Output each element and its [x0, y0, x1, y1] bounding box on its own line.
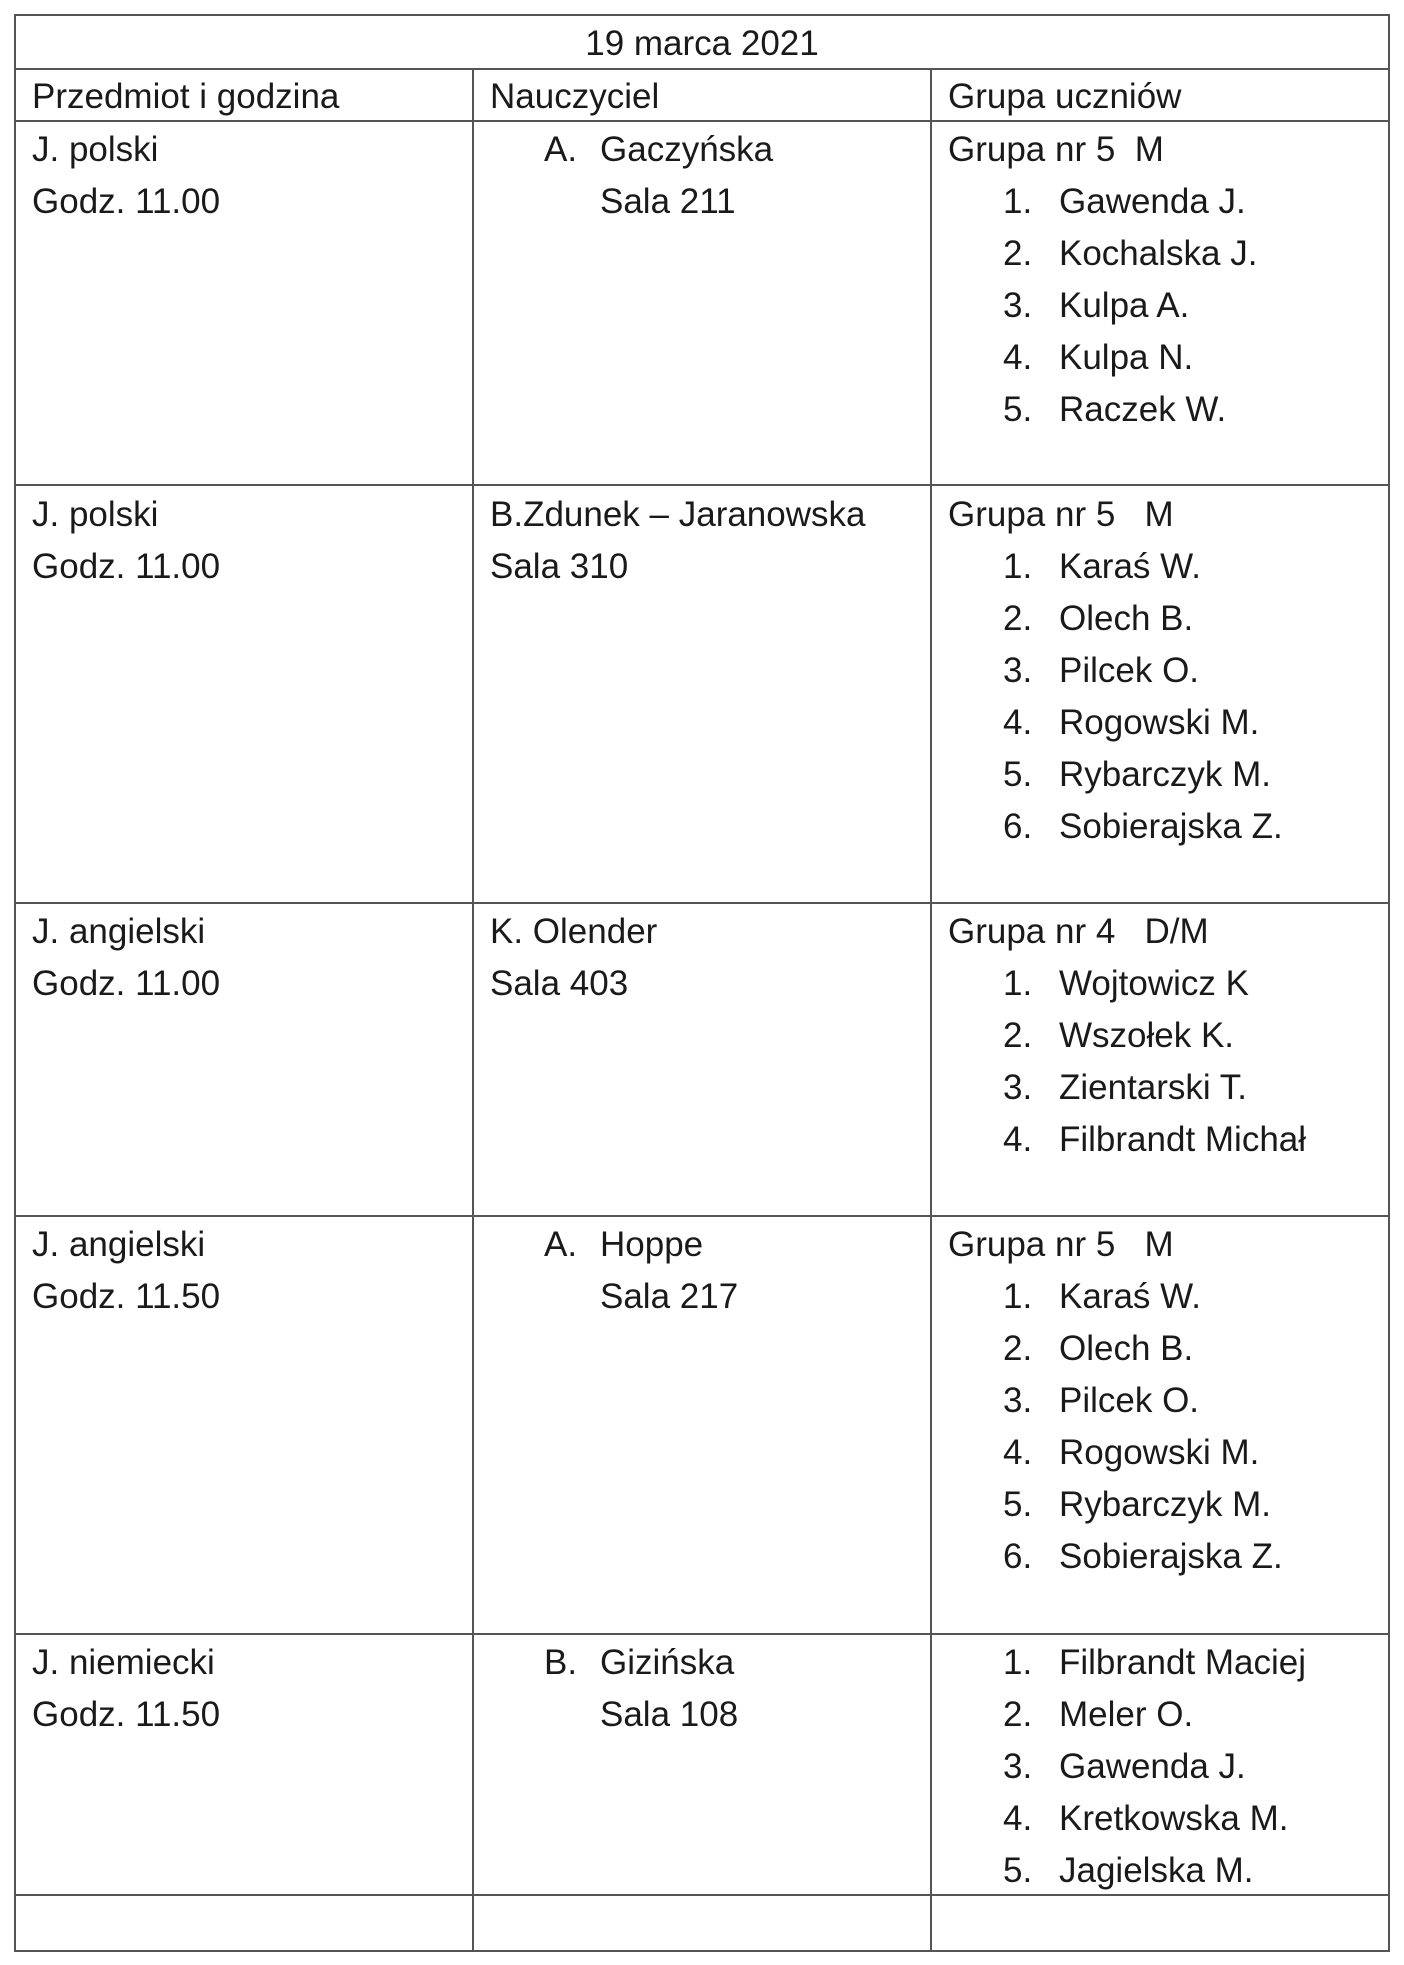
student-name: Rogowski M.: [1059, 703, 1260, 742]
teacher-name: Gaczyńska: [600, 130, 774, 169]
subject-name: J. polski: [32, 130, 159, 169]
student-list: [1003, 958, 1306, 1166]
header-teacher: Nauczyciel: [490, 77, 660, 116]
student-list: [1003, 541, 1283, 853]
student-name: Pilcek O.: [1059, 1381, 1200, 1420]
group-label: Grupa nr 5 M: [948, 130, 1164, 169]
list-item: 3. Pilcek O.: [1003, 1375, 1283, 1427]
student-name: Filbrandt Michał: [1059, 1120, 1307, 1159]
list-item: 4. Kulpa N.: [1003, 332, 1257, 384]
list-item: 1. Filbrandt Maciej: [1003, 1637, 1306, 1689]
room: Sala 211: [600, 182, 736, 221]
student-name: Sobierajska Z.: [1059, 807, 1283, 846]
student-name: Wszołek K.: [1059, 1016, 1235, 1055]
row-divider: [14, 484, 1390, 486]
student-name: Gawenda J.: [1059, 182, 1246, 221]
list-item: 2. Olech B.: [1003, 1323, 1283, 1375]
student-name: Sobierajska Z.: [1059, 1537, 1283, 1576]
group-label: Grupa nr 4 D/M: [948, 912, 1209, 951]
list-item: 5. Rybarczyk M.: [1003, 1479, 1283, 1531]
student-name: Gawenda J.: [1059, 1747, 1246, 1786]
student-name: Pilcek O.: [1059, 651, 1200, 690]
student-name: Rybarczyk M.: [1059, 1485, 1271, 1524]
row-divider: [14, 1633, 1390, 1635]
student-name: Rybarczyk M.: [1059, 755, 1271, 794]
header-group: Grupa uczniów: [948, 77, 1182, 116]
subject-name: J. niemiecki: [32, 1643, 215, 1682]
student-list: [1003, 1637, 1306, 1897]
teacher-name: Gizińska: [600, 1643, 735, 1682]
student-name: Olech B.: [1059, 599, 1194, 638]
student-name: Filbrandt Maciej: [1059, 1643, 1307, 1682]
student-name: Kochalska J.: [1059, 234, 1258, 273]
list-item: 2. Wszołek K.: [1003, 1010, 1306, 1062]
list-item: 1. Gawenda J.: [1003, 176, 1257, 228]
student-name: Olech B.: [1059, 1329, 1194, 1368]
student-list: [1003, 176, 1257, 436]
room: Sala 403: [490, 964, 629, 1003]
group-label: Grupa nr 5 M: [948, 1225, 1174, 1264]
list-item: 3. Gawenda J.: [1003, 1741, 1306, 1793]
header-subject: Przedmiot i godzina: [32, 77, 340, 116]
subject-name: J. angielski: [32, 912, 206, 951]
list-item: 4. Rogowski M.: [1003, 1427, 1283, 1479]
student-name: Karaś W.: [1059, 1277, 1201, 1316]
row-divider: [14, 1215, 1390, 1217]
list-item: 2. Meler O.: [1003, 1689, 1306, 1741]
student-list: [1003, 1271, 1283, 1583]
lesson-time: Godz. 11.00: [32, 964, 221, 1003]
lesson-time: Godz. 11.00: [32, 182, 221, 221]
list-item: 3. Pilcek O.: [1003, 645, 1283, 697]
student-name: Raczek W.: [1059, 390, 1227, 429]
lesson-time: Godz. 11.50: [32, 1695, 221, 1734]
teacher-name: B.Zdunek – Jaranowska: [490, 495, 866, 534]
list-item: 2. Kochalska J.: [1003, 228, 1257, 280]
student-name: Jagielska M.: [1059, 1851, 1254, 1890]
list-item: 1. Karaś W.: [1003, 1271, 1283, 1323]
room: Sala 217: [600, 1277, 739, 1316]
subject-name: J. angielski: [32, 1225, 206, 1264]
column-divider: [930, 68, 932, 1952]
list-item: 2. Olech B.: [1003, 593, 1283, 645]
list-item: 4. Rogowski M.: [1003, 697, 1283, 749]
student-name: Zientarski T.: [1059, 1068, 1248, 1107]
row-divider: [14, 902, 1390, 904]
teacher-marker: A.: [544, 130, 578, 169]
student-name: Wojtowicz K: [1059, 964, 1249, 1003]
room: Sala 108: [600, 1695, 739, 1734]
student-name: Rogowski M.: [1059, 1433, 1260, 1472]
student-name: Kretkowska M.: [1059, 1799, 1289, 1838]
date-title: 19 marca 2021: [585, 24, 819, 63]
teacher-marker: A.: [544, 1225, 578, 1264]
list-item: 5. Rybarczyk M.: [1003, 749, 1283, 801]
list-item: 1. Wojtowicz K: [1003, 958, 1306, 1010]
lesson-time: Godz. 11.50: [32, 1277, 221, 1316]
list-item: 6. Sobierajska Z.: [1003, 1531, 1283, 1583]
teacher-name: K. Olender: [490, 912, 658, 951]
subject-name: J. polski: [32, 495, 159, 534]
teacher-marker: B.: [544, 1643, 578, 1682]
list-item: 5. Raczek W.: [1003, 384, 1257, 436]
list-item: 5. Jagielska M.: [1003, 1845, 1306, 1897]
list-item: 4. Filbrandt Michał: [1003, 1114, 1306, 1166]
student-name: Kulpa N.: [1059, 338, 1194, 377]
student-name: Karaś W.: [1059, 547, 1201, 586]
room: Sala 310: [490, 547, 629, 586]
teacher-name: Hoppe: [600, 1225, 704, 1264]
list-item: 3. Kulpa A.: [1003, 280, 1257, 332]
column-divider: [472, 68, 474, 1952]
list-item: 1. Karaś W.: [1003, 541, 1283, 593]
lesson-time: Godz. 11.00: [32, 547, 221, 586]
group-label: Grupa nr 5 M: [948, 495, 1174, 534]
student-name: Kulpa A.: [1059, 286, 1190, 325]
list-item: 4. Kretkowska M.: [1003, 1793, 1306, 1845]
list-item: 3. Zientarski T.: [1003, 1062, 1306, 1114]
student-name: Meler O.: [1059, 1695, 1194, 1734]
list-item: 6. Sobierajska Z.: [1003, 801, 1283, 853]
